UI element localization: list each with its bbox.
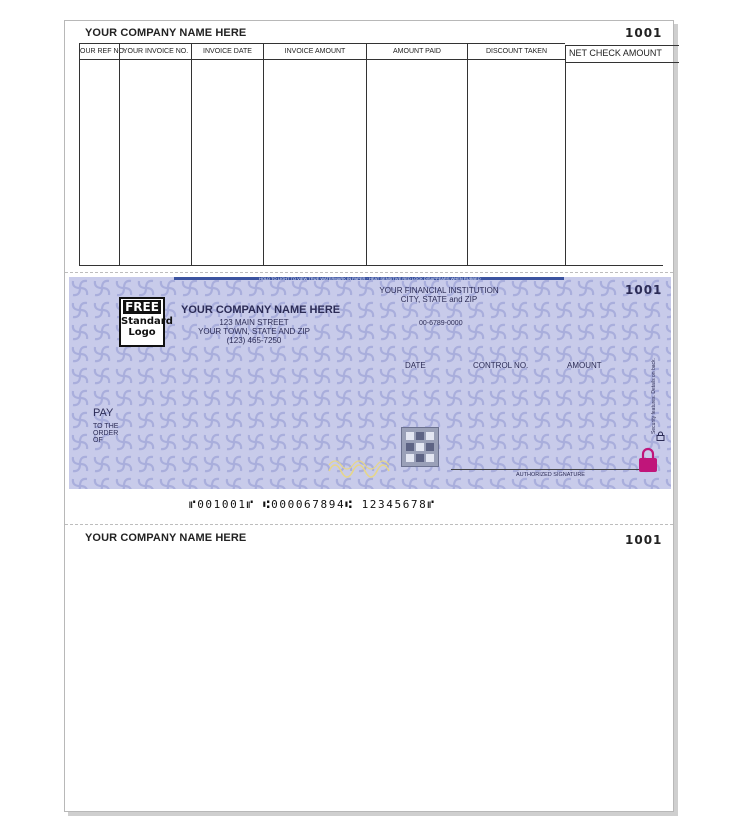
check-company-phone: (123) 465-7250 — [226, 336, 282, 345]
bottom-stub-company-name: YOUR COMPANY NAME HERE — [85, 532, 247, 544]
logo-line-2: Logo — [128, 327, 156, 338]
signature-line — [451, 469, 641, 470]
check-company-street: 123 MAIN STREET — [219, 318, 289, 327]
perforation-line-top — [65, 272, 673, 273]
control-number-label: CONTROL NO. — [473, 361, 529, 370]
column-header-your-invoice: YOUR INVOICE NO. — [120, 43, 191, 60]
pay-label: PAY — [93, 407, 114, 419]
perforation-line-bottom — [65, 524, 673, 525]
table-bottom-rule — [79, 265, 663, 266]
routing-fraction: 00-6789-0000 — [419, 320, 463, 327]
column-header-invoice-date: INVOICE DATE — [192, 43, 263, 60]
hologram-icon — [401, 427, 439, 467]
top-stub-check-number: 1001 — [625, 26, 663, 40]
table-column — [366, 43, 467, 265]
column-header-invoice-amount: INVOICE AMOUNT — [264, 43, 366, 60]
check-sheet — [64, 20, 674, 812]
table-column — [263, 43, 366, 265]
net-check-amount-column — [565, 45, 679, 265]
check-company-name: YOUR COMPANY NAME HERE — [181, 304, 341, 316]
hologram-pattern — [402, 428, 438, 466]
security-band-text: HOLD TO LIGHT TO VIEW TRUE WATERMARK IN PAPER · HEAT SENSITIVE RED LOCK DISAPPEARS WHEN RUBBED — [259, 276, 481, 281]
order-line-3: OF — [93, 437, 103, 444]
column-header-discount-taken: DISCOUNT TAKEN — [468, 43, 565, 60]
micr-line: ⑈001001⑈ ⑆000067894⑆ 12345678⑈ — [189, 498, 436, 511]
column-header-our-ref: OUR REF NO. — [80, 43, 119, 60]
order-line-1: TO THE — [93, 423, 119, 430]
check-number: 1001 — [625, 283, 663, 297]
column-header-net-check-amount: NET CHECK AMOUNT — [566, 46, 679, 63]
amount-label: AMOUNT — [567, 361, 602, 370]
to-the-order-of — [93, 423, 118, 444]
table-column — [119, 43, 191, 265]
invoice-table — [79, 43, 663, 265]
top-stub-company-name: YOUR COMPANY NAME HERE — [85, 27, 247, 39]
logo-line-1: Standard — [121, 316, 173, 327]
gold-foil-seal-icon — [325, 457, 391, 477]
authorized-signature-label: AUTHORIZED SIGNATURE — [516, 472, 585, 478]
bank-name: YOUR FINANCIAL INSTITUTION — [379, 286, 499, 295]
table-column — [467, 43, 565, 265]
security-features-text: Security features. Details on back. — [651, 358, 657, 434]
logo-free-label: FREE — [123, 300, 161, 314]
table-column — [79, 43, 126, 265]
padlock-small-icon — [656, 431, 665, 441]
check-face — [69, 277, 671, 489]
bank-city: CITY, STATE and ZIP — [400, 295, 478, 304]
company-logo-placeholder — [119, 297, 173, 347]
table-column — [191, 43, 263, 265]
check-company-city: YOUR TOWN, STATE AND ZIP — [198, 327, 310, 336]
order-line-2: ORDER — [93, 430, 119, 437]
bottom-stub-check-number: 1001 — [625, 533, 663, 547]
date-label: DATE — [405, 361, 426, 370]
column-header-amount-paid: AMOUNT PAID — [367, 43, 467, 60]
